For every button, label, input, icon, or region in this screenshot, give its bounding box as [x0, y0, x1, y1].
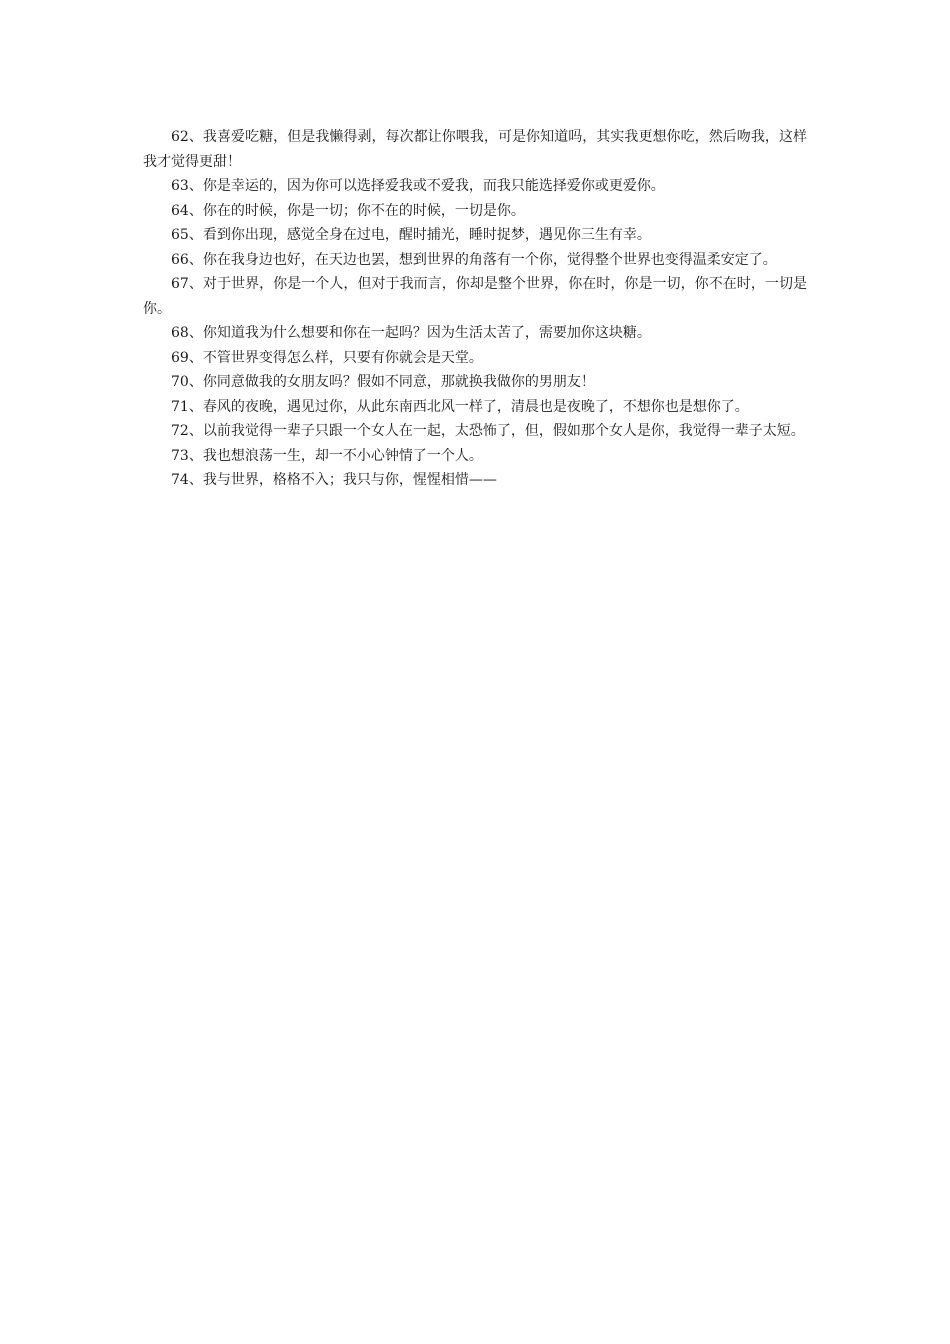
- paragraph-63: 63、你是幸运的，因为你可以选择爱我或不爱我，而我只能选择爱你或更爱你。: [171, 178, 665, 194]
- paragraph-73: 73、我也想浪荡一生，却一不小心钟情了一个人。: [171, 447, 483, 464]
- paragraph-74: 74、我与世界，格格不入；我只与你，惺惺相惜——: [171, 472, 497, 488]
- document-body: [143, 125, 807, 493]
- paragraph-67: 67、对于世界，你是一个人，但对于我而言，你却是整个世界，你在时，你是一切，你不在时，一切是你。: [143, 276, 807, 317]
- paragraph-66: 66、你在我身边也好，在天边也罢，想到世界的角落有一个你，觉得整个世界也变得温柔安定了。: [171, 251, 777, 268]
- paragraph-69: 69、不管世界变得怎么样，只要有你就会是天堂。: [171, 349, 483, 366]
- paragraph-65: 65、看到你出现，感觉全身在过电，醒时捕光，睡时捉梦，遇见你三生有幸。: [171, 227, 651, 243]
- paragraph-64: 64、你在的时候，你是一切；你不在的时候，一切是你。: [171, 202, 525, 219]
- paragraph-68: 68、你知道我为什么想要和你在一起吗？因为生活太苦了，需要加你这块糖。: [171, 325, 651, 341]
- paragraph-70: 70、你同意做我的女朋友吗？假如不同意，那就换我做你的男朋友！: [171, 374, 595, 390]
- paragraph-71: 71、春风的夜晚，遇见过你，从此东南西北风一样了，清晨也是夜晚了，不想你也是想你了。: [171, 398, 749, 415]
- paragraph-72: 72、以前我觉得一辈子只跟一个女人在一起，太恐怖了，但，假如那个女人是你，我觉得一辈子太短。: [171, 423, 805, 439]
- paragraph-62: 62、我喜爱吃糖，但是我懒得剥，每次都让你喂我，可是你知道吗，其实我更想你吃，然后吻我，这样我才觉得更甜！: [143, 129, 807, 170]
